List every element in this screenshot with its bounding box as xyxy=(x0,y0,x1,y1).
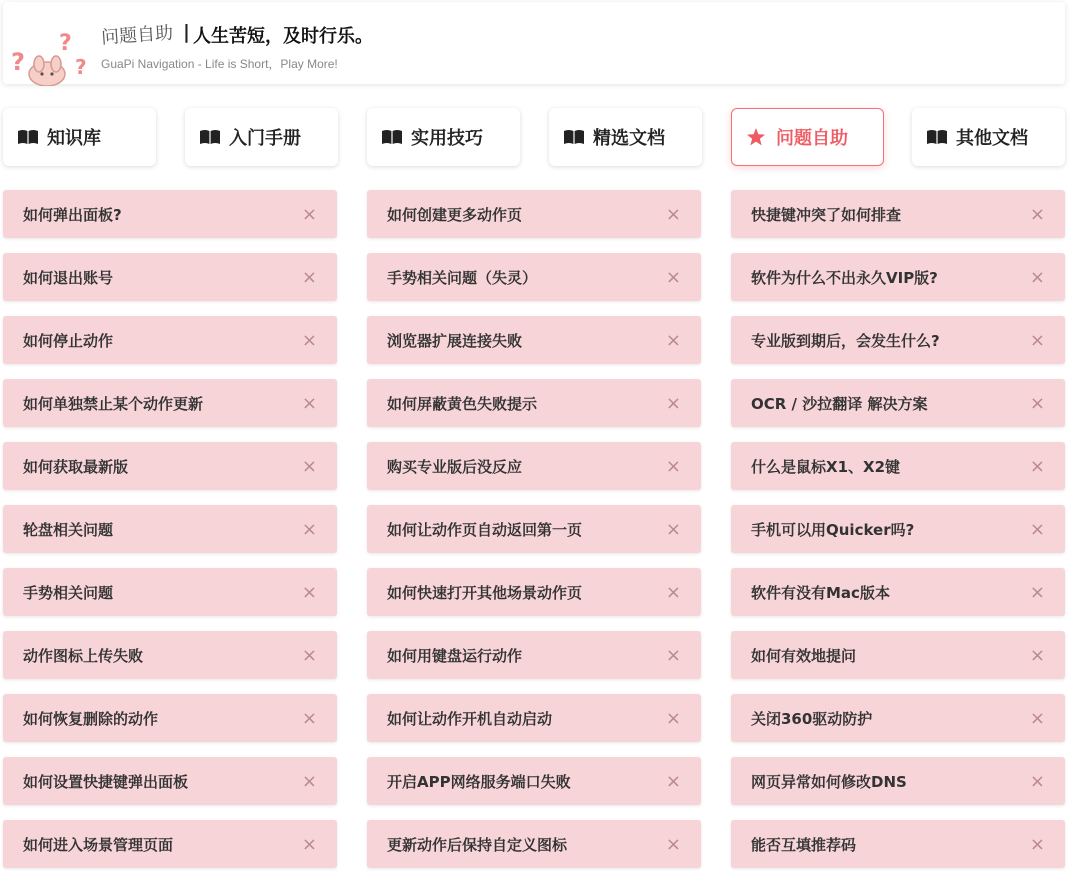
question-label: 开启APP网络服务端口失败 xyxy=(387,772,571,791)
question-label: 如何创建更多动作页 xyxy=(387,205,523,224)
tab-selected-docs[interactable] xyxy=(549,108,702,166)
tab-self-help[interactable] xyxy=(731,108,884,166)
question-card[interactable] xyxy=(367,820,701,868)
question-label: 如何让动作页自动返回第一页 xyxy=(387,520,583,539)
close-icon[interactable]: × xyxy=(665,770,681,792)
close-icon[interactable]: × xyxy=(1029,833,1045,855)
question-card[interactable] xyxy=(367,442,701,490)
tab-label: 其他文档 xyxy=(956,128,1028,149)
book-icon xyxy=(199,128,223,146)
close-icon[interactable]: × xyxy=(1029,266,1045,288)
question-label: 如何单独禁止某个动作更新 xyxy=(23,394,204,413)
question-card[interactable] xyxy=(3,757,337,805)
question-card[interactable] xyxy=(731,820,1065,868)
close-icon[interactable]: × xyxy=(665,266,681,288)
question-card[interactable] xyxy=(731,379,1065,427)
question-card[interactable] xyxy=(731,505,1065,553)
close-icon[interactable]: × xyxy=(1029,455,1045,477)
question-card[interactable] xyxy=(3,190,337,238)
question-label: 专业版到期后，会发生什么? xyxy=(751,331,940,350)
question-label: 更新动作后保持自定义图标 xyxy=(387,835,568,854)
tab-label: 精选文档 xyxy=(593,128,665,149)
question-card[interactable] xyxy=(367,631,701,679)
question-label: 手机可以用Quicker吗? xyxy=(751,520,915,539)
question-card[interactable] xyxy=(367,568,701,616)
question-card[interactable] xyxy=(367,253,701,301)
question-card[interactable] xyxy=(731,568,1065,616)
question-label: 什么是鼠标X1、X2键 xyxy=(751,457,901,476)
question-card[interactable] xyxy=(3,379,337,427)
close-icon[interactable]: × xyxy=(665,455,681,477)
question-card[interactable] xyxy=(367,379,701,427)
mascot-logo-icon xyxy=(9,24,93,86)
question-card[interactable] xyxy=(731,631,1065,679)
close-icon[interactable]: × xyxy=(301,518,317,540)
question-card[interactable] xyxy=(731,694,1065,742)
question-card[interactable] xyxy=(731,253,1065,301)
question-label: 软件有没有Mac版本 xyxy=(751,583,890,602)
tab-label: 入门手册 xyxy=(229,128,301,149)
question-label: 动作图标上传失败 xyxy=(23,646,144,665)
question-card[interactable] xyxy=(3,253,337,301)
book-icon xyxy=(381,128,405,146)
close-icon[interactable]: × xyxy=(301,770,317,792)
question-label: 如何弹出面板? xyxy=(23,205,122,224)
close-icon[interactable]: × xyxy=(301,581,317,603)
question-card[interactable] xyxy=(3,505,337,553)
question-label: 如何快速打开其他场景动作页 xyxy=(387,583,583,602)
question-label: 快捷键冲突了如何排查 xyxy=(751,205,902,224)
close-icon[interactable]: × xyxy=(301,644,317,666)
question-card[interactable] xyxy=(367,757,701,805)
close-icon[interactable]: × xyxy=(301,455,317,477)
question-label: 如何退出账号 xyxy=(23,268,114,287)
question-label: 能否互填推荐码 xyxy=(751,835,857,854)
tab-practical-tips[interactable] xyxy=(367,108,520,166)
question-label: 如何设置快捷键弹出面板 xyxy=(23,772,189,791)
close-icon[interactable]: × xyxy=(665,581,681,603)
question-card[interactable] xyxy=(3,568,337,616)
close-icon[interactable]: × xyxy=(665,833,681,855)
question-label: 如何用键盘运行动作 xyxy=(387,646,523,665)
close-icon[interactable]: × xyxy=(301,329,317,351)
close-icon[interactable]: × xyxy=(1029,707,1045,729)
question-card[interactable] xyxy=(3,442,337,490)
question-label: 网页异常如何修改DNS xyxy=(751,772,907,791)
question-card[interactable] xyxy=(367,316,701,364)
question-card[interactable] xyxy=(367,694,701,742)
question-label: 手势相关问题（失灵） xyxy=(387,268,538,287)
site-name: 问题自助 xyxy=(100,22,174,49)
question-card[interactable] xyxy=(3,316,337,364)
close-icon[interactable]: × xyxy=(665,392,681,414)
question-label: 关闭360驱动防护 xyxy=(751,709,873,728)
book-icon xyxy=(17,128,41,146)
tab-other-docs[interactable] xyxy=(912,108,1065,166)
title-separator: | xyxy=(183,21,190,43)
question-card[interactable] xyxy=(731,190,1065,238)
question-label: 购买专业版后没反应 xyxy=(387,457,523,476)
star-icon xyxy=(746,128,770,146)
question-card[interactable] xyxy=(3,694,337,742)
close-icon[interactable]: × xyxy=(665,203,681,225)
question-label: OCR / 沙拉翻译 解决方案 xyxy=(751,394,928,413)
close-icon[interactable]: × xyxy=(1029,329,1045,351)
close-icon[interactable]: × xyxy=(665,644,681,666)
question-card[interactable] xyxy=(731,316,1065,364)
question-label: 软件为什么不出永久VIP版? xyxy=(751,268,938,287)
book-icon xyxy=(563,128,587,146)
svg-text:?: ? xyxy=(59,31,72,56)
tab-label: 实用技巧 xyxy=(411,128,483,149)
close-icon[interactable]: × xyxy=(301,392,317,414)
site-header xyxy=(3,2,1065,84)
site-subtitle: GuaPi Navigation - Life is Short，Play More! xyxy=(101,57,338,71)
close-icon[interactable]: × xyxy=(665,329,681,351)
question-card[interactable] xyxy=(367,190,701,238)
close-icon[interactable]: × xyxy=(301,707,317,729)
question-card[interactable] xyxy=(731,757,1065,805)
close-icon[interactable]: × xyxy=(1029,644,1045,666)
close-icon[interactable]: × xyxy=(301,203,317,225)
site-slogan: 人生苦短，及时行乐。 xyxy=(193,26,373,47)
tab-label: 问题自助 xyxy=(776,128,848,149)
book-icon xyxy=(926,128,950,146)
question-card[interactable] xyxy=(367,505,701,553)
question-label: 如何获取最新版 xyxy=(23,457,129,476)
question-label: 如何进入场景管理页面 xyxy=(23,835,174,854)
tab-knowledge-base[interactable] xyxy=(3,108,156,166)
svg-text:?: ? xyxy=(75,55,87,79)
close-icon[interactable]: × xyxy=(665,518,681,540)
question-label: 手势相关问题 xyxy=(23,583,114,602)
question-card[interactable] xyxy=(731,442,1065,490)
question-label: 如何屏蔽黄色失败提示 xyxy=(387,394,538,413)
close-icon[interactable]: × xyxy=(1029,518,1045,540)
close-icon[interactable]: × xyxy=(1029,770,1045,792)
svg-text:?: ? xyxy=(11,48,25,76)
question-label: 如何有效地提问 xyxy=(751,646,857,665)
close-icon[interactable]: × xyxy=(301,266,317,288)
question-label: 浏览器扩展连接失败 xyxy=(387,331,523,350)
question-label: 如何停止动作 xyxy=(23,331,114,350)
tab-label: 知识库 xyxy=(47,128,101,149)
question-label: 轮盘相关问题 xyxy=(23,520,114,539)
tab-beginner-guide[interactable] xyxy=(185,108,338,166)
question-card[interactable] xyxy=(3,631,337,679)
question-card[interactable] xyxy=(3,820,337,868)
question-label: 如何恢复删除的动作 xyxy=(23,709,159,728)
question-label: 如何让动作开机自动启动 xyxy=(387,709,553,728)
close-icon[interactable]: × xyxy=(301,833,317,855)
close-icon[interactable]: × xyxy=(665,707,681,729)
close-icon[interactable]: × xyxy=(1029,581,1045,603)
close-icon[interactable]: × xyxy=(1029,392,1045,414)
close-icon[interactable]: × xyxy=(1029,203,1045,225)
